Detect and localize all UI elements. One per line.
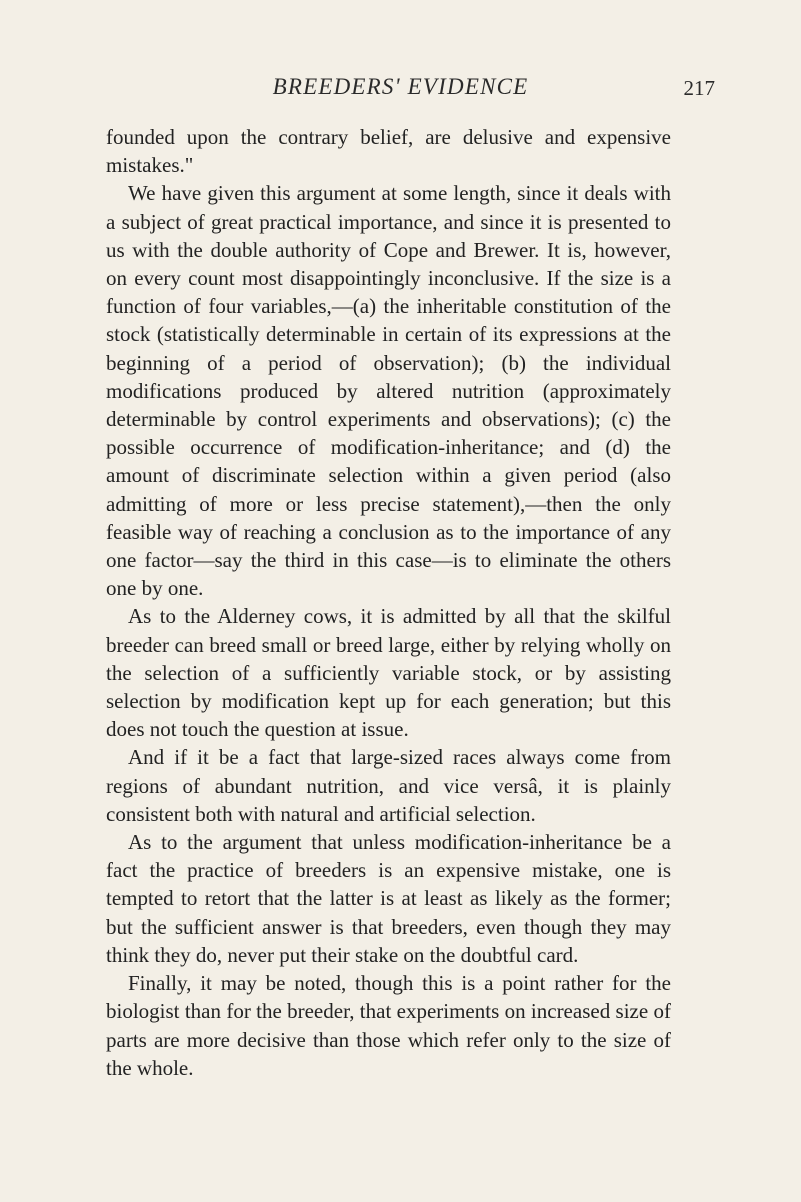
paragraph-large-races: And if it be a fact that large-sized races always come from regions of abundant nutrition, and vice versâ, it is plainly consistent both with natural and artificial selection.: [106, 745, 671, 826]
page-number: 217: [683, 76, 715, 100]
running-title: BREEDERS' EVIDENCE: [272, 74, 529, 99]
page-header: [0, 74, 801, 114]
body-text: [106, 123, 671, 1082]
paragraph-alderney-cows: As to the Alderney cows, it is admitted by all that the skilful breeder can breed small or breed large, either by relying wholly on the selection of a sufficiently variable stock, or by assisting selection by modification kept up for each generation; but this does not touch the question at issue.: [106, 604, 671, 742]
paragraph-continuation: founded upon the contrary belief, are delusive and expensive mistakes.": [106, 125, 671, 178]
paragraph-breeders-practice: As to the argument that unless modification-inheritance be a fact the practice of breeders is an expensive mistake, one is tempted to retort that the latter is at least as likely as the former; but the sufficient answer is that breeders, even though they may think they do, never put their stake on the doubtful card.: [106, 830, 671, 967]
paragraph-finally: Finally, it may be noted, though this is a point rather for the biologist than for the breeder, that experiments on increased size of parts are more decisive than those which refer only to the size of the whole.: [106, 971, 671, 1080]
paragraph-argument: We have given this argument at some length, since it deals with a subject of great practical importance, and since it is presented to us with the double authority of Cope and Brewer. It is, however, on every count most disappointingly inconclusive. If the size is a function of four variables,—(a) the inheritable constitution of the stock (statistically determinable in certain of its expressions at the beginning of a period of observation); (b) the individual modifications produced by altered nutrition (approximately determinable by control experiments and observations); (c) the possible occurrence of modification-inheritance; and (d) the amount of discriminate selection within a given period (also admitting of more or less precise statement),—then the only feasible way of reaching a conclusion as to the importance of any one factor—say the third in this case—is to eliminate the others one by one.: [106, 181, 671, 601]
